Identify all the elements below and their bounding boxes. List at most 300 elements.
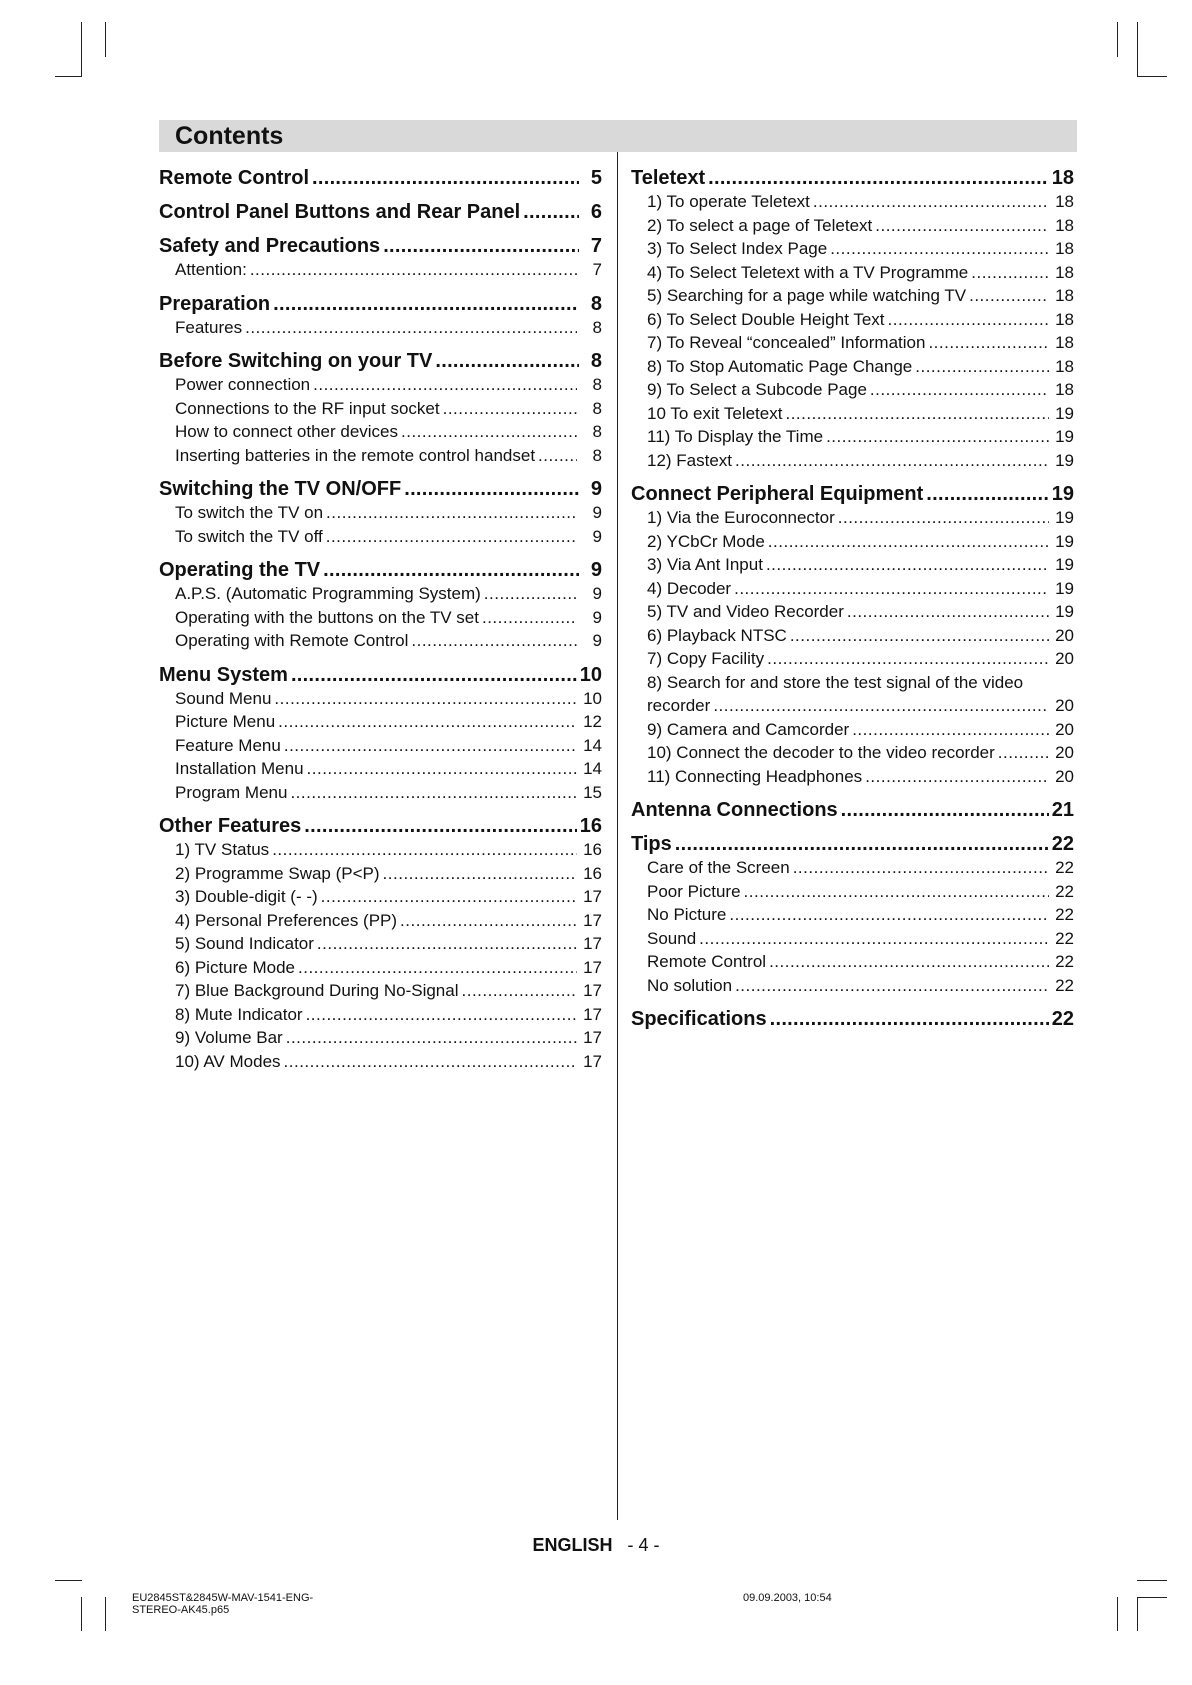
toc-section-entry[interactable]	[159, 477, 602, 501]
toc-page-number: 20	[1055, 766, 1074, 786]
toc-page-number: 18	[1055, 356, 1074, 376]
dot-leader	[785, 402, 1049, 426]
toc-subentry[interactable]	[631, 624, 1074, 648]
toc-page-number: 17	[583, 1004, 602, 1024]
crop-mark	[81, 22, 82, 77]
toc-subentry[interactable]	[631, 903, 1074, 927]
toc-subentry-title: Remote Control	[647, 952, 767, 971]
toc-page-number: 18	[1055, 333, 1074, 352]
toc-subentry-title: 1) To operate Teletext	[647, 192, 810, 211]
toc-subentry[interactable]	[159, 757, 602, 781]
toc-subentry[interactable]	[159, 501, 602, 525]
dot-leader	[875, 214, 1049, 238]
toc-subentry-title: Operating with the buttons on the TV set	[175, 607, 479, 627]
toc-page-number: 16	[583, 863, 602, 883]
toc-subentry[interactable]	[631, 950, 1074, 974]
toc-subentry[interactable]	[159, 397, 602, 421]
toc-subentry[interactable]	[159, 525, 602, 549]
toc-subentry-title: Sound Menu	[175, 688, 272, 708]
toc-subentry-title: Feature Menu	[175, 735, 281, 755]
toc-page-number: 20	[1055, 649, 1074, 668]
dot-leader	[969, 284, 1049, 308]
toc-subentry-title: Connections to the RF input socket	[175, 398, 440, 418]
dot-leader	[826, 425, 1049, 449]
toc-subentry[interactable]	[159, 582, 602, 606]
toc-subentry-title: Operating with Remote Control	[175, 631, 409, 650]
toc-section-title: Before Switching on your TV	[159, 350, 433, 372]
toc-page-number: 22	[1055, 881, 1074, 901]
dot-leader	[304, 814, 576, 838]
dot-leader	[767, 647, 1049, 671]
toc-subentry[interactable]	[631, 927, 1074, 951]
toc-subentry-title: 5) TV and Video Recorder	[647, 602, 844, 621]
toc-page-number: 17	[583, 887, 602, 906]
toc-page-number: 17	[583, 910, 602, 930]
toc-subentry[interactable]	[631, 647, 1074, 671]
toc-subentry-title: No solution	[647, 975, 733, 995]
toc-page-number: 20	[1055, 719, 1074, 739]
print-file-info	[132, 1592, 350, 1616]
toc-page-number: 12	[583, 712, 602, 731]
crop-mark	[105, 1597, 106, 1631]
footer-language: ENGLISH	[532, 1535, 613, 1555]
toc-page-number: 17	[583, 1051, 602, 1071]
toc-page-number: 16	[579, 815, 602, 837]
dot-leader	[326, 525, 577, 549]
toc-subentry-title: How to connect other devices	[175, 422, 399, 441]
crop-mark	[1137, 1597, 1167, 1598]
toc-section-title: Other Features	[159, 815, 302, 837]
toc-subentry[interactable]	[159, 1026, 602, 1050]
toc-subentry-title: 1) Via the Euroconnector	[647, 508, 835, 527]
dot-leader	[766, 553, 1049, 577]
toc-subentry[interactable]	[631, 741, 1074, 765]
toc-page-number: 19	[1055, 508, 1074, 527]
toc-subentry-title: 3) Via Ant Input	[647, 555, 763, 574]
toc-subentry[interactable]	[631, 449, 1074, 473]
dot-leader	[769, 950, 1049, 974]
toc-subentry[interactable]	[631, 402, 1074, 426]
toc-subentry[interactable]	[159, 373, 602, 397]
dot-leader	[401, 420, 577, 444]
toc-subentry[interactable]	[159, 979, 602, 1003]
toc-page-number: 18	[1051, 167, 1074, 189]
dot-leader	[383, 234, 579, 258]
toc-page-number: 17	[583, 934, 602, 953]
toc-subentry-title: To switch the TV off	[175, 526, 323, 546]
dot-leader	[708, 166, 1049, 190]
toc-page-number: 19	[1055, 531, 1074, 551]
toc-page-number: 9	[592, 503, 602, 522]
toc-subentry[interactable]	[159, 687, 602, 711]
dot-leader	[971, 261, 1049, 285]
toc-section-title: Teletext	[631, 167, 706, 189]
toc-subentry-title: 7) Copy Facility	[647, 649, 765, 668]
dot-leader	[928, 331, 1049, 355]
dot-leader	[274, 687, 577, 711]
toc-subentry-title: No Picture	[647, 905, 727, 924]
toc-subentry-title: Features	[175, 317, 243, 337]
toc-page-number: 20	[1055, 743, 1074, 762]
toc-subentry[interactable]	[631, 880, 1074, 904]
toc-page-number: 16	[583, 840, 602, 859]
toc-subentry[interactable]	[159, 734, 602, 758]
toc-subentry-title: 7) Blue Background During No-Signal	[175, 981, 459, 1000]
print-file-name: EU2845ST&2845W-MAV-1541-ENG-STEREO-AK45.p65	[132, 1592, 314, 1616]
crop-mark	[1137, 1597, 1138, 1631]
toc-subentry[interactable]	[631, 261, 1074, 285]
dot-leader	[852, 718, 1049, 742]
toc-subentry[interactable]	[631, 974, 1074, 998]
toc-section-title: Antenna Connections	[631, 799, 838, 821]
toc-subentry[interactable]	[631, 308, 1074, 332]
toc-section-title: Preparation	[159, 292, 271, 315]
toc-subentry-title: 4) Personal Preferences (PP)	[175, 910, 398, 930]
toc-page-number: 22	[1055, 928, 1074, 948]
crop-mark	[1137, 1580, 1167, 1581]
page-title: Contents	[175, 122, 284, 150]
toc-page-number: 22	[1055, 905, 1074, 924]
toc-subentry[interactable]	[159, 420, 602, 444]
toc-page-number: 14	[583, 735, 602, 755]
toc-subentry-title: To switch the TV on	[175, 503, 324, 522]
toc-subentry-title: 2) YCbCr Mode	[647, 531, 765, 551]
crop-mark	[1117, 22, 1118, 57]
dot-leader	[523, 200, 579, 224]
toc-page-number: 8	[592, 398, 602, 418]
toc-subentry-title: 1) TV Status	[175, 840, 270, 859]
dot-leader	[729, 903, 1049, 927]
dot-leader	[298, 956, 577, 980]
dot-leader	[323, 558, 579, 582]
dot-leader	[793, 856, 1049, 880]
toc-subentry-title: Attention:	[175, 260, 247, 279]
crop-mark	[1117, 1597, 1118, 1631]
toc-page-number: 9	[590, 559, 602, 581]
toc-page-number: 18	[1055, 215, 1074, 235]
dot-leader	[735, 449, 1049, 473]
dot-leader	[326, 501, 577, 525]
dot-leader	[838, 506, 1049, 530]
dot-leader	[744, 880, 1049, 904]
toc-subentry[interactable]	[159, 1003, 602, 1027]
dot-leader	[290, 781, 577, 805]
toc-subentry[interactable]	[631, 237, 1074, 261]
dot-leader	[870, 378, 1049, 402]
toc-subentry[interactable]	[159, 710, 602, 734]
contents-right-column	[631, 166, 1074, 1031]
toc-page-number: 21	[1051, 799, 1074, 821]
crop-mark	[55, 1580, 82, 1581]
toc-page-number: 17	[583, 981, 602, 1000]
crop-mark	[55, 76, 82, 77]
toc-subentry-title: Program Menu	[175, 782, 288, 802]
dot-leader	[321, 885, 577, 909]
dot-leader	[435, 349, 579, 373]
toc-page-number: 18	[1055, 380, 1074, 399]
toc-subentry-title: 6) Playback NTSC	[647, 625, 787, 645]
toc-subentry[interactable]	[631, 190, 1074, 214]
toc-page-number: 8	[592, 317, 602, 337]
toc-section-title: Menu System	[159, 663, 288, 686]
dot-leader	[790, 624, 1049, 648]
dot-leader	[847, 600, 1049, 624]
crop-mark	[81, 1597, 82, 1631]
toc-section-entry[interactable]	[159, 166, 602, 190]
crop-mark	[105, 22, 106, 57]
toc-section-entry[interactable]	[159, 349, 602, 373]
toc-section-title: Safety and Precautions	[159, 235, 381, 257]
toc-page-number: 15	[583, 782, 602, 802]
toc-page-number: 5	[590, 167, 602, 189]
toc-subentry[interactable]	[631, 425, 1074, 449]
toc-page-number: 10	[583, 688, 602, 708]
toc-page-number: 8	[590, 292, 602, 315]
dot-leader	[272, 838, 577, 862]
toc-subentry-title: Inserting batteries in the remote control handset	[175, 445, 536, 465]
toc-section-title: Connect Peripheral Equipment	[631, 483, 924, 505]
toc-subentry[interactable]	[159, 444, 602, 468]
toc-page-number: 14	[583, 759, 602, 778]
dot-leader	[482, 606, 577, 630]
toc-subentry[interactable]	[631, 506, 1074, 530]
toc-subentry[interactable]	[631, 856, 1074, 880]
dot-leader	[245, 316, 577, 340]
column-divider	[617, 152, 618, 1520]
toc-page-number: 19	[1055, 427, 1074, 446]
toc-page-number: 19	[1055, 450, 1074, 470]
toc-subentry[interactable]	[631, 331, 1074, 355]
toc-section-entry[interactable]	[159, 292, 602, 316]
page-footer	[0, 1535, 1192, 1556]
dot-leader	[998, 741, 1049, 765]
toc-subentry[interactable]	[159, 956, 602, 980]
dot-leader	[713, 694, 1049, 718]
dot-leader	[768, 530, 1049, 554]
toc-page-number: 20	[1055, 696, 1074, 715]
toc-subentry-title: 11) Connecting Headphones	[647, 766, 863, 786]
dot-leader	[462, 979, 578, 1003]
toc-subentry-title: Picture Menu	[175, 712, 276, 731]
toc-subentry-title: Poor Picture	[647, 881, 741, 901]
toc-subentry-title: 3) Double-digit (- -)	[175, 887, 318, 906]
contents-left-column	[159, 166, 602, 1073]
toc-section-entry[interactable]	[159, 234, 602, 258]
toc-subentry-title: Sound	[647, 928, 697, 948]
dot-leader	[888, 308, 1049, 332]
footer-page-number: - 4 -	[627, 1535, 660, 1555]
dot-leader	[313, 373, 577, 397]
toc-subentry[interactable]	[159, 909, 602, 933]
toc-section-entry[interactable]	[631, 798, 1074, 822]
toc-subentry[interactable]	[159, 258, 602, 282]
toc-subentry	[631, 671, 1074, 695]
dot-leader	[443, 397, 577, 421]
toc-subentry-title: 7) To Reveal “concealed” Information	[647, 333, 926, 352]
toc-subentry[interactable]	[631, 530, 1074, 554]
toc-subentry-title: 9) Camera and Camcorder	[647, 719, 850, 739]
toc-section-title: Switching the TV ON/OFF	[159, 478, 402, 500]
toc-page-number: 19	[1055, 555, 1074, 574]
toc-page-number: 18	[1055, 239, 1074, 258]
toc-page-number: 8	[592, 445, 602, 465]
toc-page-number: 9	[592, 526, 602, 546]
toc-section-title: Operating the TV	[159, 559, 321, 581]
toc-page-number: 18	[1055, 192, 1074, 211]
toc-subentry[interactable]	[159, 1050, 602, 1074]
contents-title-bar	[159, 120, 1077, 152]
toc-page-number: 17	[583, 957, 602, 977]
toc-subentry-title: 12) Fastext	[647, 450, 733, 470]
crop-mark	[1137, 76, 1167, 77]
toc-subentry-title: A.P.S. (Automatic Programming System)	[175, 584, 481, 603]
toc-page-number: 18	[1055, 309, 1074, 329]
toc-section-entry[interactable]	[159, 200, 602, 224]
toc-page-number: 9	[592, 631, 602, 650]
toc-subentry-title: Care of the Screen	[647, 858, 790, 877]
dot-leader	[284, 734, 577, 758]
toc-section-entry[interactable]	[159, 558, 602, 582]
toc-subentry-title: 6) To Select Double Height Text	[647, 309, 885, 329]
dot-leader	[830, 237, 1049, 261]
dot-leader	[484, 582, 577, 606]
dot-leader	[273, 292, 579, 316]
toc-subentry[interactable]	[159, 316, 602, 340]
toc-subentry[interactable]	[159, 932, 602, 956]
toc-subentry-title: 3) To Select Index Page	[647, 239, 828, 258]
toc-section-title: Remote Control	[159, 167, 309, 189]
dot-leader	[865, 765, 1049, 789]
toc-page-number: 18	[1055, 286, 1074, 305]
dot-leader	[383, 862, 577, 886]
toc-subentry-title: recorder	[647, 696, 711, 715]
toc-page-number: 22	[1055, 975, 1074, 995]
toc-subentry[interactable]	[631, 600, 1074, 624]
toc-subentry[interactable]	[159, 838, 602, 862]
toc-subentry[interactable]	[631, 214, 1074, 238]
toc-subentry-title: 8) Search for and store the test signal of the video	[647, 672, 1024, 692]
dot-leader	[915, 355, 1049, 379]
toc-subentry-title: Power connection	[175, 375, 311, 394]
toc-page-number: 19	[1055, 602, 1074, 621]
toc-section-entry[interactable]	[159, 663, 602, 687]
toc-section-entry[interactable]	[631, 1007, 1074, 1031]
dot-leader	[312, 166, 579, 190]
dot-leader	[735, 974, 1049, 998]
toc-page-number: 8	[592, 422, 602, 441]
toc-subentry-title: 10) AV Modes	[175, 1051, 281, 1071]
toc-page-number: 6	[590, 201, 602, 223]
toc-subentry-title: 4) To Select Teletext with a TV Programme	[647, 262, 969, 282]
dot-leader	[307, 757, 577, 781]
toc-subentry-title: 8) To Stop Automatic Page Change	[647, 356, 913, 376]
toc-subentry-title: 9) Volume Bar	[175, 1028, 283, 1047]
toc-subentry[interactable]	[631, 378, 1074, 402]
toc-page-number: 22	[1051, 833, 1074, 855]
toc-subentry-title: 5) Sound Indicator	[175, 934, 314, 953]
toc-subentry-title: Installation Menu	[175, 759, 304, 778]
toc-page-number: 17	[583, 1028, 602, 1047]
toc-page-number: 22	[1055, 858, 1074, 877]
toc-page-number: 7	[592, 260, 602, 279]
toc-subentry[interactable]	[159, 606, 602, 630]
dot-leader	[813, 190, 1049, 214]
toc-subentry[interactable]	[631, 718, 1074, 742]
toc-page-number: 22	[1051, 1008, 1074, 1030]
toc-section-entry[interactable]	[631, 832, 1074, 856]
dot-leader	[400, 909, 577, 933]
toc-page-number: 18	[1055, 262, 1074, 282]
toc-subentry-continuation	[631, 694, 1074, 718]
toc-subentry-title: 10) Connect the decoder to the video recorder	[647, 743, 995, 762]
toc-section-entry[interactable]	[631, 166, 1074, 190]
toc-subentry[interactable]	[631, 284, 1074, 308]
toc-page-number: 22	[1055, 952, 1074, 971]
toc-subentry-title: 8) Mute Indicator	[175, 1004, 303, 1024]
toc-page-number: 19	[1055, 578, 1074, 598]
toc-page-number: 9	[590, 478, 602, 500]
dot-leader	[734, 577, 1049, 601]
dot-leader	[699, 927, 1049, 951]
dot-leader	[291, 663, 577, 687]
dot-leader	[306, 1003, 577, 1027]
toc-subentry-title: 4) Decoder	[647, 578, 732, 598]
toc-subentry[interactable]	[159, 781, 602, 805]
dot-leader	[675, 832, 1049, 856]
toc-page-number: 8	[592, 375, 602, 394]
dot-leader	[284, 1050, 577, 1074]
crop-mark	[1137, 22, 1138, 77]
dot-leader	[278, 710, 577, 734]
dot-leader	[841, 798, 1049, 822]
toc-page-number: 10	[579, 663, 602, 686]
print-date: 09.09.2003, 10:54	[743, 1592, 832, 1604]
toc-subentry-title: 11) To Display the Time	[647, 427, 824, 446]
toc-subentry[interactable]	[159, 885, 602, 909]
toc-subentry[interactable]	[631, 553, 1074, 577]
toc-subentry[interactable]	[631, 355, 1074, 379]
toc-page-number: 7	[590, 235, 602, 257]
toc-subentry[interactable]	[631, 577, 1074, 601]
dot-leader	[286, 1026, 577, 1050]
dot-leader	[404, 477, 579, 501]
dot-leader	[538, 444, 577, 468]
toc-page-number: 9	[592, 584, 602, 603]
toc-subentry-title: 6) Picture Mode	[175, 957, 295, 977]
dot-leader	[317, 932, 577, 956]
toc-page-number: 8	[590, 350, 602, 372]
toc-section-entry[interactable]	[159, 814, 602, 838]
toc-page-number: 19	[1055, 403, 1074, 423]
toc-subentry-title: 9) To Select a Subcode Page	[647, 380, 867, 399]
toc-subentry-title: 2) To select a page of Teletext	[647, 215, 873, 235]
dot-leader	[770, 1007, 1049, 1031]
toc-subentry[interactable]	[631, 765, 1074, 789]
toc-section-title: Control Panel Buttons and Rear Panel	[159, 201, 521, 223]
toc-subentry-title: 2) Programme Swap (P<P)	[175, 863, 380, 883]
toc-page-number: 9	[592, 607, 602, 627]
toc-subentry[interactable]	[159, 629, 602, 653]
dot-leader	[411, 629, 577, 653]
toc-section-title: Tips	[631, 833, 672, 855]
toc-section-entry[interactable]	[631, 482, 1074, 506]
toc-page-number: 19	[1051, 483, 1074, 505]
dot-leader	[250, 258, 577, 282]
toc-page-number: 20	[1055, 625, 1074, 645]
toc-subentry[interactable]	[159, 862, 602, 886]
toc-subentry-title: 10 To exit Teletext	[647, 403, 783, 423]
toc-subentry-title: 5) Searching for a page while watching TV	[647, 286, 967, 305]
